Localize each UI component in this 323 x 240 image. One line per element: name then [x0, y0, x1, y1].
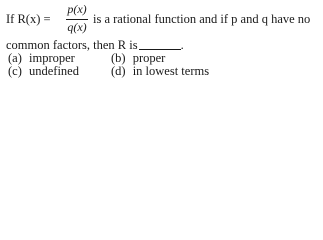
option-text: undefined [29, 64, 79, 78]
option-label: (d) [111, 64, 126, 78]
question-line-2 [6, 39, 184, 52]
question-line-2-end: . [180, 38, 184, 52]
question-line-2-text: common factors, then R is [6, 38, 138, 52]
option-c[interactable] [8, 65, 79, 78]
option-label: (b) [111, 51, 126, 65]
option-text: proper [132, 51, 166, 65]
question-stem [6, 2, 320, 52]
rational-function-fraction [65, 2, 89, 36]
fraction-denominator: q(x) [67, 20, 87, 34]
fraction-numerator: p(x) [67, 2, 87, 16]
option-label: (c) [8, 64, 22, 78]
question-line-1 [6, 2, 320, 36]
option-text: in lowest terms [132, 64, 210, 78]
question-tail-text: is a rational function and if p and q have no [93, 12, 311, 26]
option-text: improper [29, 51, 75, 65]
option-d[interactable] [111, 65, 209, 78]
option-label: (a) [8, 51, 22, 65]
question-lead-text: If R(x) = [6, 12, 51, 26]
answer-blank [139, 49, 181, 50]
